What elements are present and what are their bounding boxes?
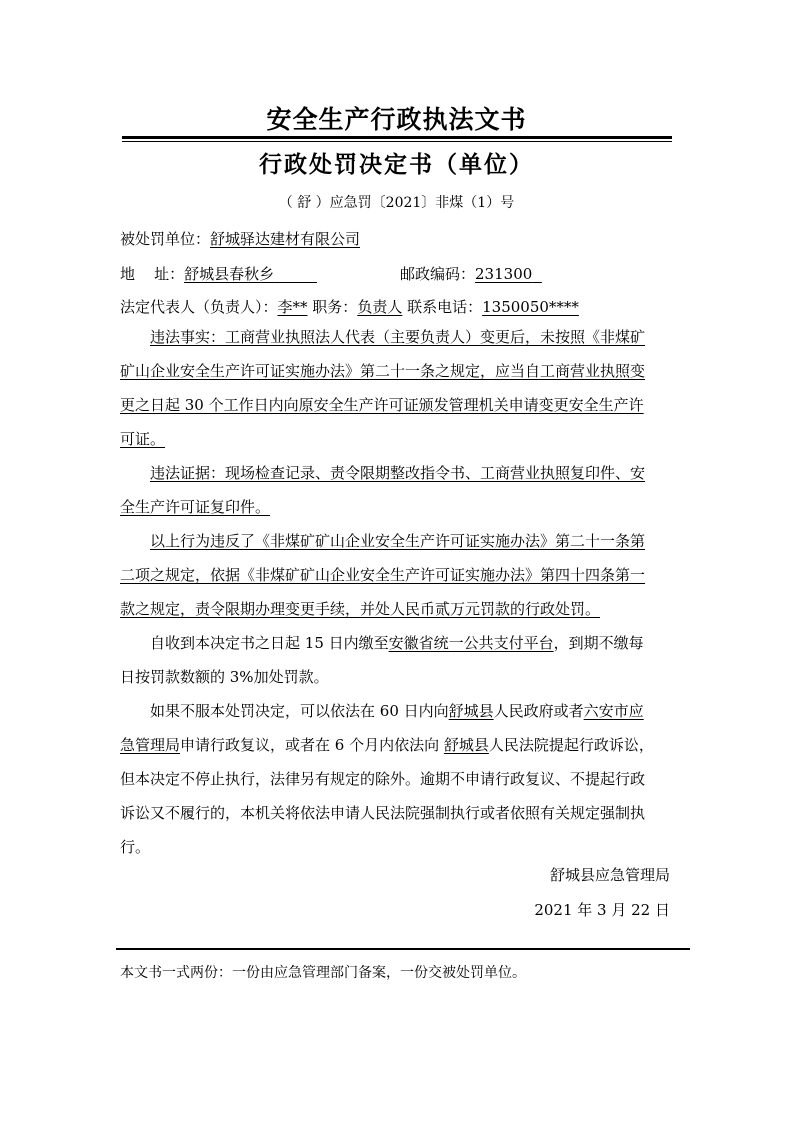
phone-value: 1350050****: [482, 298, 579, 316]
penalty-decision: [120, 524, 676, 626]
appeal-agency: 六安市应: [583, 702, 644, 720]
unit-label: 被处罚单位：: [120, 230, 211, 248]
facts-line: 更之日起 30 个工作日内向原安全生产许可证颁发管理机关申请变更安全生产许: [120, 396, 644, 414]
decision-line: 款之规定，责令限期办理变更手续，并处人民币贰万元罚款的行政处罚。: [120, 600, 601, 618]
appeal-text: 申请行政复议，或者在 6 个月内依法向: [180, 736, 444, 754]
postcode-line: [400, 264, 542, 284]
postcode-value: 231300: [475, 265, 533, 283]
document-number: （ 舒 ）应急罚〔2021〕非煤（1）号: [278, 195, 515, 211]
decision-line: 二项之规定，依据《非煤矿矿山企业安全生产许可证实施办法》第四十四条第一: [120, 566, 646, 584]
decision-line: 以上行为违反了《非煤矿矿山企业安全生产许可证实施办法》第二十一条第: [150, 532, 646, 550]
facts-line: 违法事实：工商营业执照法人代表（主要负责人）变更后，未按照《非煤矿: [150, 328, 646, 346]
appeal-text: 但本决定不停止执行，法律另有规定的除外。逾期不申请行政复议、不提起行政: [120, 770, 646, 788]
appeal-court-county: 舒城县: [443, 736, 489, 754]
representative-line: [120, 297, 579, 317]
penalized-unit-line: [120, 229, 360, 249]
document-title: 行政处罚决定书（单位）: [259, 151, 534, 178]
payment-platform: 安徽省统一公共支付平台: [388, 634, 554, 652]
appeal-text: 人民法院提起行政诉讼，: [488, 736, 654, 754]
facts-line: 矿山企业安全生产许可证实施办法》第二十一条之规定，应当自工商营业执照变: [120, 362, 646, 380]
rep-value: 李**: [277, 298, 308, 316]
footer-divider: [116, 948, 690, 950]
violation-facts: [120, 320, 676, 456]
evidence-line: 违法证据：现场检查记录、责令限期整改指令书、工商营业执照复印件、安: [150, 464, 646, 482]
evidence-line: 全生产许可证复印件。: [120, 498, 271, 516]
payment-text: 自收到本决定书之日起 15 日内缴至: [150, 634, 389, 652]
document-series-title: 安全生产行政执法文书: [266, 105, 527, 134]
payment-clause: [120, 626, 676, 694]
payment-text: ，到期不缴每: [553, 634, 644, 652]
appeal-county: 舒城县: [448, 702, 494, 720]
phone-label: 联系电话：: [402, 298, 483, 316]
appeal-text: 人民政府或者: [493, 702, 584, 720]
appeal-text: 诉讼又不履行的，本机关将依法申请人民法院强制执行或者依照有关规定强制执: [120, 804, 646, 822]
postcode-label: 邮政编码：: [400, 265, 476, 283]
violation-evidence: [120, 456, 676, 524]
issue-date: 2021 年 3 月 22 日: [534, 901, 670, 919]
address-value: 舒城县春秋乡: [184, 265, 275, 283]
appeal-text: 如果不服本处罚决定，可以依法在 60 日内向: [150, 702, 449, 720]
payment-text: 日按罚款数额的 3%加处罚款。: [120, 668, 329, 686]
facts-line: 可证。: [120, 430, 166, 448]
title-rule-thick: [122, 136, 672, 139]
address-line: [120, 264, 317, 284]
title-value: 负责人: [357, 298, 403, 316]
issuing-agency: 舒城县应急管理局: [549, 866, 670, 884]
rep-label: 法定代表人（负责人）：: [120, 298, 278, 316]
appeal-agency: 急管理局: [120, 736, 181, 754]
title-rule-thin: [122, 141, 672, 142]
unit-value: 舒城驿达建材有限公司: [210, 230, 361, 248]
appeal-clause: [120, 694, 676, 864]
address-label: 地 址：: [120, 265, 185, 283]
copies-note: 本文书一式两份：一份由应急管理部门备案，一份交被处罚单位。: [120, 965, 526, 981]
appeal-text: 行。: [120, 838, 151, 856]
title-label: 职务：: [307, 298, 358, 316]
